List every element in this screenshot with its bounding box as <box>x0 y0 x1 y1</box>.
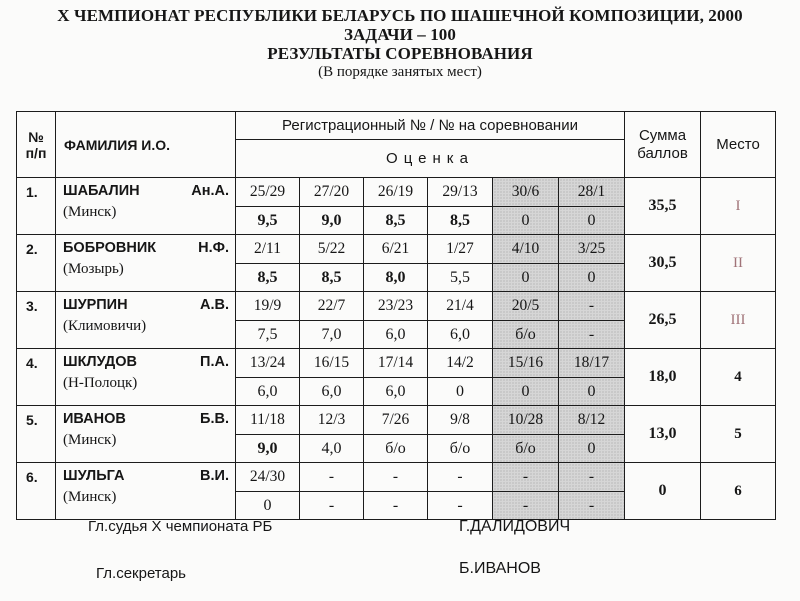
participant-city: (Минск) <box>63 489 117 505</box>
grade-cell: 5,5 <box>428 264 493 292</box>
registration-cell: 13/24 <box>236 349 300 378</box>
row-number: 3. <box>17 292 56 349</box>
registration-cell: 1/27 <box>428 235 493 264</box>
grade-cell: 0 <box>493 264 559 292</box>
participant-surname: ШУРПИН <box>63 297 128 313</box>
registration-cell: 12/3 <box>300 406 364 435</box>
chief-judge-name: Г.ДАЛИДОВИЧ <box>459 518 571 535</box>
registration-cell: 16/15 <box>300 349 364 378</box>
registration-cell: - <box>493 463 559 492</box>
grade-cell: 0 <box>559 207 625 235</box>
participant-cell <box>56 292 236 349</box>
place-cell: II <box>701 235 776 292</box>
grade-cell: 6,0 <box>364 378 428 406</box>
championship-title: X ЧЕМПИОНАТ РЕСПУБЛИКИ БЕЛАРУСЬ ПО ШАШЕЧНОЙ КОМПОЗИЦИИ, 2000 <box>57 6 743 25</box>
place-cell: III <box>701 292 776 349</box>
grade-cell: 0 <box>559 264 625 292</box>
registration-cell: 20/5 <box>493 292 559 321</box>
row-number: 5. <box>17 406 56 463</box>
grade-cell: 6,0 <box>364 321 428 349</box>
registration-cell: - <box>300 463 364 492</box>
secretary-label: Гл.секретарь <box>96 565 186 582</box>
registration-cell: 6/21 <box>364 235 428 264</box>
registration-cell: 18/17 <box>559 349 625 378</box>
grade-cell: 9,0 <box>236 435 300 463</box>
grade-cell: 8,5 <box>364 207 428 235</box>
grade-cell: - <box>559 492 625 520</box>
participant-city: (Минск) <box>63 204 117 220</box>
grade-cell: 8,5 <box>236 264 300 292</box>
participant-row-registration <box>17 349 776 378</box>
registration-cell: 25/29 <box>236 178 300 207</box>
results-subtitle: (В порядке занятых мест) <box>318 64 482 80</box>
total-score: 35,5 <box>625 178 701 235</box>
participant-initials: В.И. <box>200 468 229 484</box>
participant-cell <box>56 463 236 520</box>
grade-cell: 9,5 <box>236 207 300 235</box>
grade-cell: 0 <box>428 378 493 406</box>
grade-cell: 6,0 <box>428 321 493 349</box>
registration-cell: 22/7 <box>300 292 364 321</box>
participant-row-registration <box>17 178 776 207</box>
participant-cell <box>56 349 236 406</box>
column-header-name: ФАМИЛИЯ И.О. <box>56 112 236 178</box>
participant-cell <box>56 235 236 292</box>
grade-cell: 8,5 <box>428 207 493 235</box>
grade-cell: - <box>364 492 428 520</box>
grade-cell: б/о <box>493 435 559 463</box>
column-header-grade: Оценка <box>236 140 625 178</box>
registration-cell: 28/1 <box>559 178 625 207</box>
results-title: РЕЗУЛЬТАТЫ СОРЕВНОВАНИЯ <box>267 44 533 63</box>
grade-cell: 6,0 <box>236 378 300 406</box>
registration-cell: 15/16 <box>493 349 559 378</box>
grade-cell: - <box>493 492 559 520</box>
grade-cell: б/о <box>428 435 493 463</box>
registration-cell: - <box>559 292 625 321</box>
participant-row-registration <box>17 463 776 492</box>
participant-city: (Мозырь) <box>63 261 124 277</box>
results-table <box>16 111 776 520</box>
participant-cell <box>56 406 236 463</box>
participant-row-registration <box>17 235 776 264</box>
participant-surname: ИВАНОВ <box>63 411 126 427</box>
registration-cell: - <box>559 463 625 492</box>
total-score: 13,0 <box>625 406 701 463</box>
registration-cell: 11/18 <box>236 406 300 435</box>
grade-cell: - <box>300 492 364 520</box>
participant-surname: ШКЛУДОВ <box>63 354 137 370</box>
column-header-place: Место <box>701 112 776 178</box>
participant-row-registration <box>17 406 776 435</box>
registration-cell: 7/26 <box>364 406 428 435</box>
participant-initials: Ан.А. <box>191 183 229 199</box>
grade-cell: б/о <box>364 435 428 463</box>
grade-cell: 7,5 <box>236 321 300 349</box>
row-number: 2. <box>17 235 56 292</box>
row-number: 4. <box>17 349 56 406</box>
participant-surname: БОБРОВНИК <box>63 240 157 256</box>
column-header-registration: Регистрационный № / № на соревновании <box>236 112 625 140</box>
grade-cell: 0 <box>559 378 625 406</box>
grade-cell: - <box>559 321 625 349</box>
total-score: 30,5 <box>625 235 701 292</box>
grade-cell: 0 <box>493 378 559 406</box>
place-cell: 6 <box>701 463 776 520</box>
row-number: 1. <box>17 178 56 235</box>
participant-city: (Н-Полоцк) <box>63 375 138 391</box>
registration-cell: 14/2 <box>428 349 493 378</box>
registration-cell: 9/8 <box>428 406 493 435</box>
participant-city: (Минск) <box>63 432 117 448</box>
registration-cell: 24/30 <box>236 463 300 492</box>
row-number: 6. <box>17 463 56 520</box>
participant-surname: ШАБАЛИН <box>63 183 140 199</box>
place-cell: 4 <box>701 349 776 406</box>
document-header <box>0 6 800 81</box>
registration-cell: 29/13 <box>428 178 493 207</box>
grade-cell: б/о <box>493 321 559 349</box>
grade-cell: - <box>428 492 493 520</box>
registration-cell: 21/4 <box>428 292 493 321</box>
registration-cell: 5/22 <box>300 235 364 264</box>
registration-cell: - <box>428 463 493 492</box>
column-header-sum: Сумма баллов <box>625 112 701 178</box>
registration-cell: 27/20 <box>300 178 364 207</box>
participant-initials: Н.Ф. <box>198 240 229 256</box>
participant-initials: Б.В. <box>200 411 229 427</box>
participant-initials: А.В. <box>200 297 229 313</box>
grade-cell: 8,0 <box>364 264 428 292</box>
participant-cell <box>56 178 236 235</box>
total-score: 0 <box>625 463 701 520</box>
grade-cell: 8,5 <box>300 264 364 292</box>
place-cell: 5 <box>701 406 776 463</box>
grade-cell: 4,0 <box>300 435 364 463</box>
grade-cell: 0 <box>559 435 625 463</box>
chief-judge-label: Гл.судья X чемпионата РБ <box>88 518 273 535</box>
grade-cell: 7,0 <box>300 321 364 349</box>
registration-cell: 26/19 <box>364 178 428 207</box>
grade-cell: 6,0 <box>300 378 364 406</box>
secretary-name: Б.ИВАНОВ <box>459 560 541 577</box>
registration-cell: 30/6 <box>493 178 559 207</box>
participant-row-registration <box>17 292 776 321</box>
grade-cell: 0 <box>236 492 300 520</box>
total-score: 26,5 <box>625 292 701 349</box>
registration-cell: 3/25 <box>559 235 625 264</box>
registration-cell: 19/9 <box>236 292 300 321</box>
task-count-title: ЗАДАЧИ – 100 <box>343 25 457 44</box>
registration-cell: - <box>364 463 428 492</box>
participant-city: (Климовичи) <box>63 318 147 334</box>
participant-surname: ШУЛЬГА <box>63 468 125 484</box>
grade-cell: 0 <box>493 207 559 235</box>
grade-cell: 9,0 <box>300 207 364 235</box>
results-body <box>17 178 776 520</box>
registration-cell: 23/23 <box>364 292 428 321</box>
total-score: 18,0 <box>625 349 701 406</box>
registration-cell: 17/14 <box>364 349 428 378</box>
registration-cell: 4/10 <box>493 235 559 264</box>
registration-cell: 8/12 <box>559 406 625 435</box>
participant-initials: П.А. <box>200 354 229 370</box>
registration-cell: 2/11 <box>236 235 300 264</box>
column-header-number: № п/п <box>17 112 56 178</box>
registration-cell: 10/28 <box>493 406 559 435</box>
place-cell: I <box>701 178 776 235</box>
